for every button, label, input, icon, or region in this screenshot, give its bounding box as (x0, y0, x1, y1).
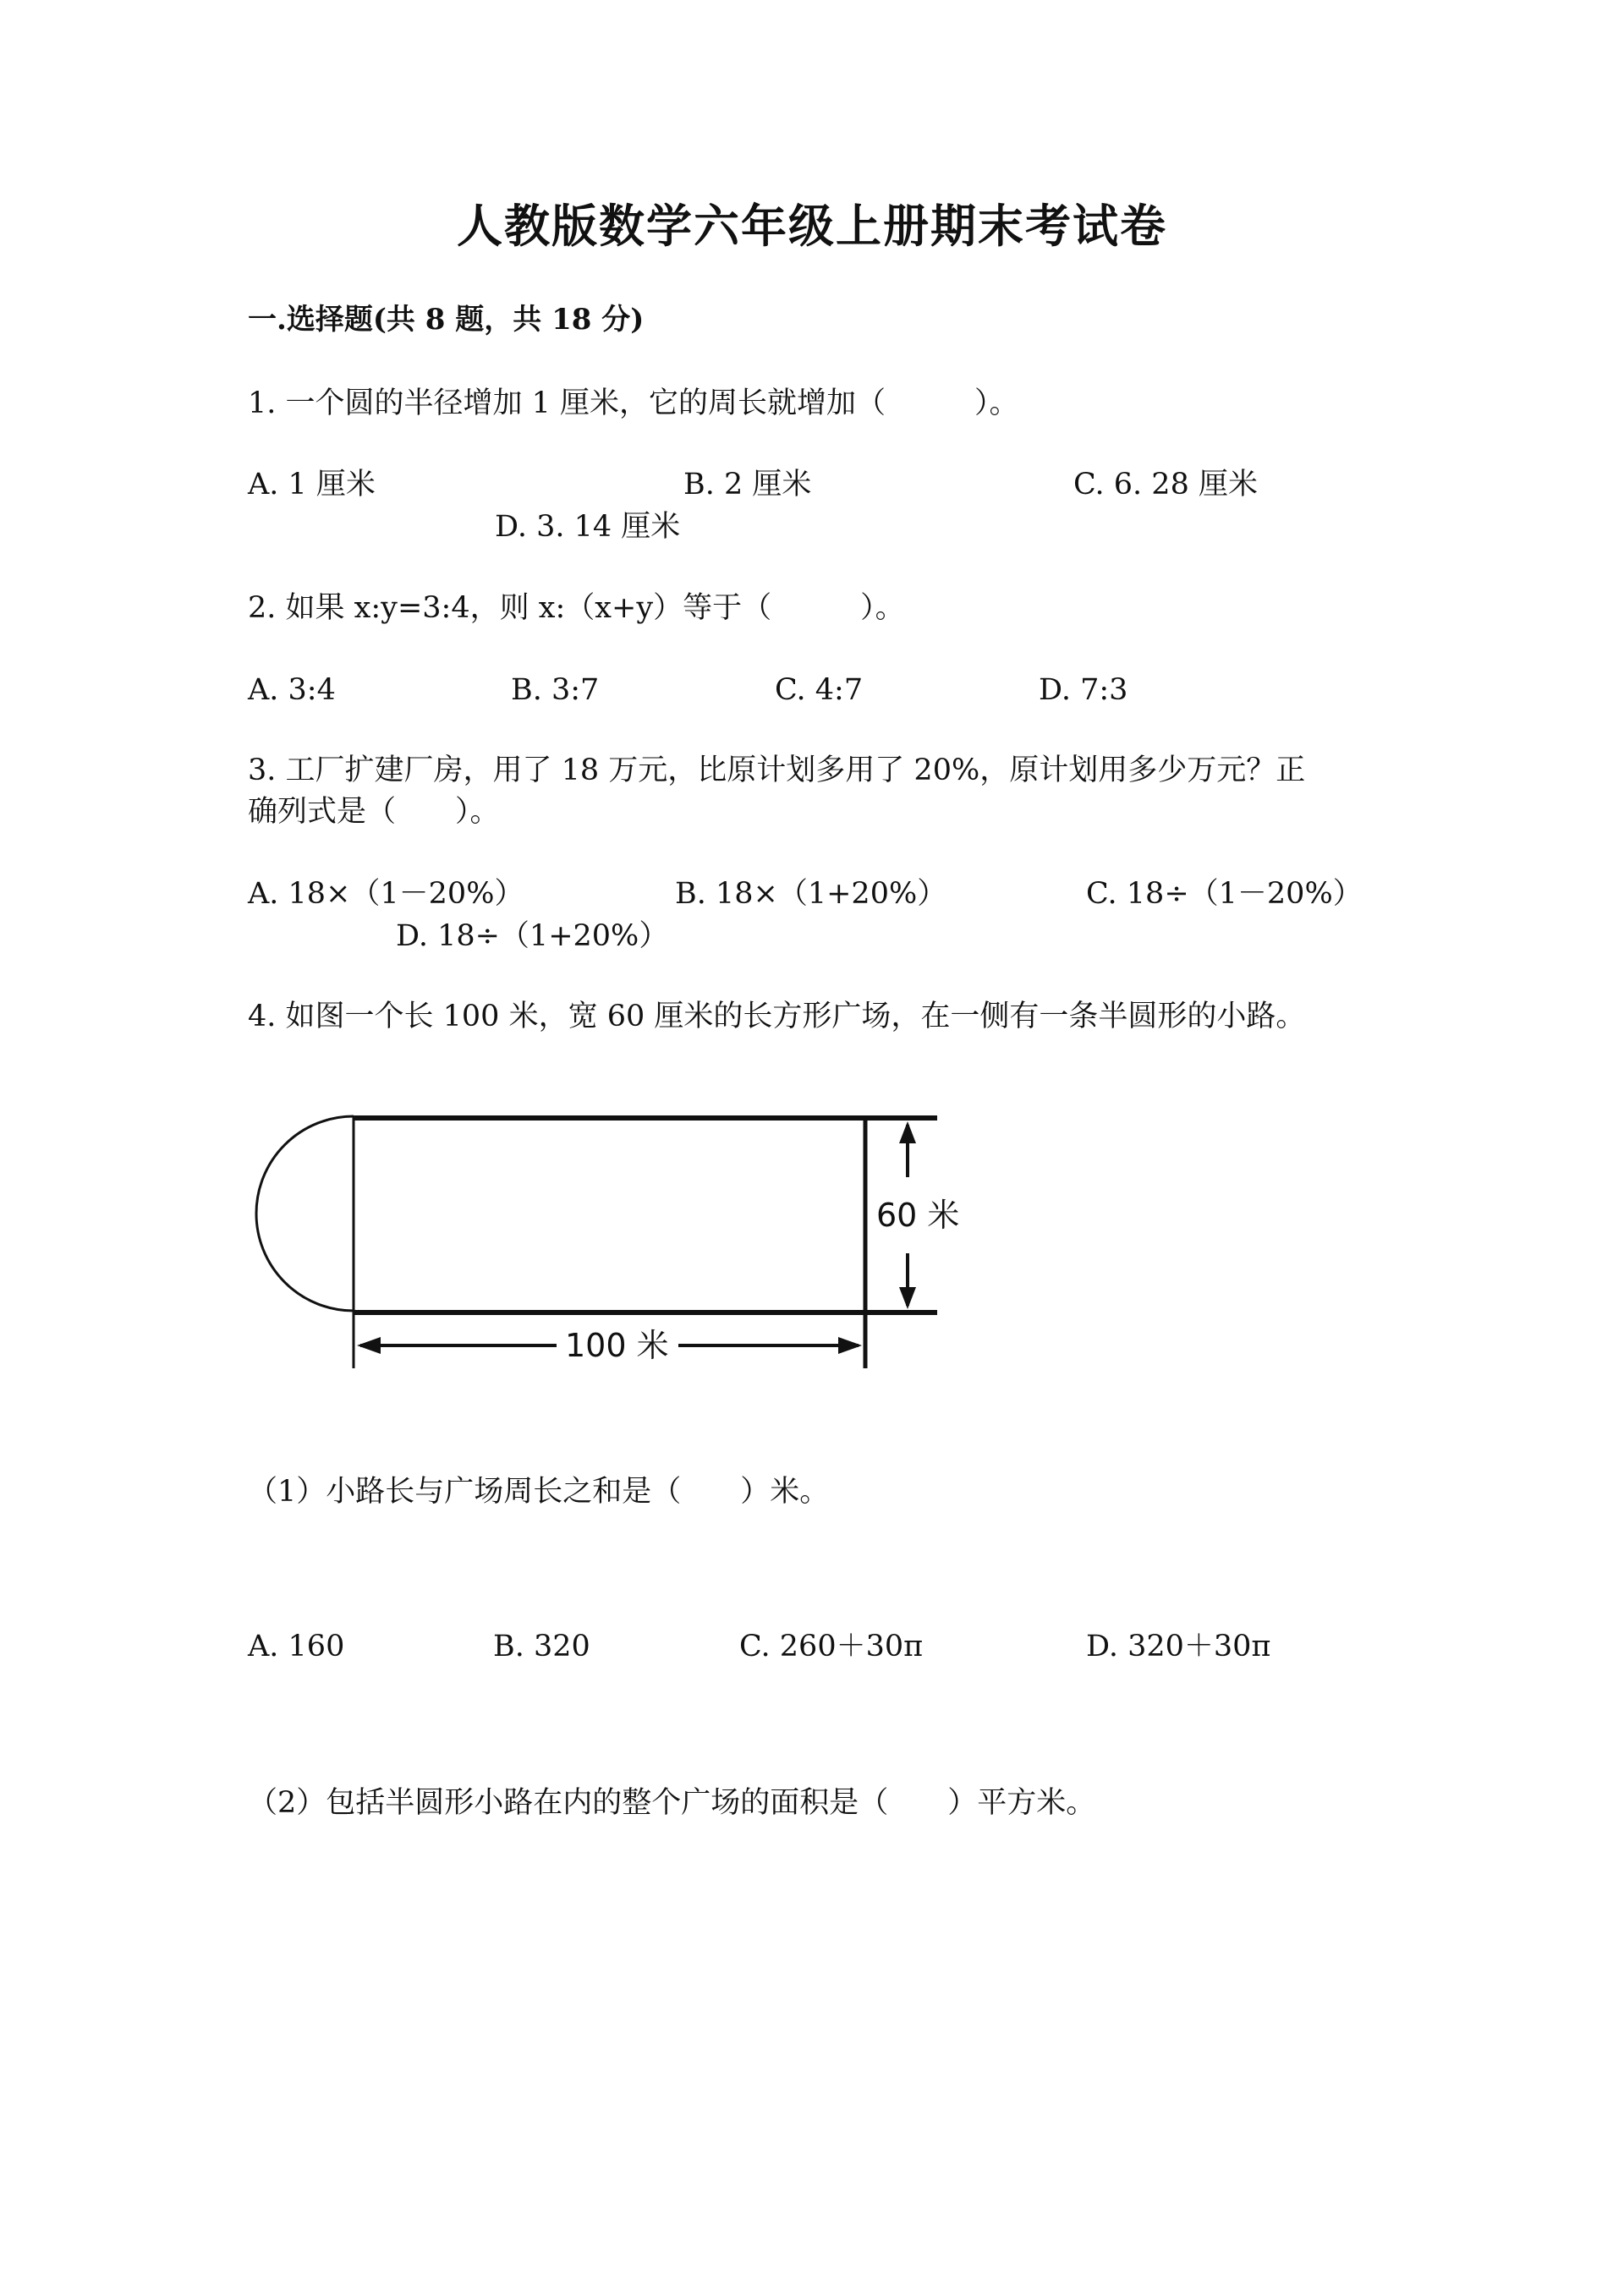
width-arrow-up-head (899, 1121, 916, 1143)
width-label: 60 米 (876, 1197, 960, 1234)
length-arrow-right-head (838, 1337, 862, 1354)
semicircle-path (256, 1116, 354, 1311)
question-2-option-b[interactable]: B. 3:7 (511, 673, 600, 707)
rectangle-square-figure (254, 1099, 981, 1387)
question-4-text: 4. 如图一个长 100 米，宽 60 厘米的长方形广场，在一侧有一条半圆形的小路。 (248, 1000, 1306, 1033)
question-3-option-a[interactable]: A. 18×（1－20%） (248, 877, 524, 911)
question-2-option-c[interactable]: C. 4:7 (775, 673, 864, 707)
length-label: 100 米 (565, 1327, 669, 1364)
question-1-text: 1. 一个圆的半径增加 1 厘米，它的周长就增加（ ）。 (248, 386, 1019, 420)
question-1-option-a[interactable]: A. 1 厘米 (248, 468, 376, 501)
width-arrow-down-head (899, 1287, 916, 1309)
question-3-text-line-1: 3. 工厂扩建厂房，用了 18 万元，比原计划多用了 20%，原计划用多少万元？正 (248, 753, 1306, 787)
question-4-sub-1-option-c[interactable]: C. 260＋30π (739, 1630, 924, 1663)
question-4-sub-1-option-b[interactable]: B. 320 (493, 1630, 590, 1663)
question-2-option-d[interactable]: D. 7:3 (1039, 673, 1128, 707)
question-2-option-a[interactable]: A. 3:4 (248, 673, 336, 707)
question-3-option-b[interactable]: B. 18×（1+20%） (675, 877, 947, 911)
page-title: 人教版数学六年级上册期末考试卷 (457, 199, 1167, 253)
question-3-option-d[interactable]: D. 18÷（1+20%） (396, 919, 669, 953)
question-4-sub-1-option-a[interactable]: A. 160 (248, 1630, 345, 1663)
question-2-text: 2. 如果 x:y=3:4，则 x:（x+y）等于（ ）。 (248, 591, 905, 625)
question-1-option-b[interactable]: B. 2 厘米 (683, 468, 812, 501)
question-4-sub-2-text: （2）包括半圆形小路在内的整个广场的面积是（ ）平方米。 (248, 1786, 1096, 1820)
question-1-option-d[interactable]: D. 3. 14 厘米 (495, 510, 681, 544)
question-3-text-line-2: 确列式是（ ）。 (248, 795, 500, 829)
length-arrow-left-head (357, 1337, 381, 1354)
question-3-option-c[interactable]: C. 18÷（1－20%） (1086, 877, 1363, 911)
question-1-option-c[interactable]: C. 6. 28 厘米 (1073, 468, 1258, 501)
section-heading: 一.选择题(共 8 题，共 18 分) (248, 303, 645, 337)
question-4-sub-1-text: （1）小路长与广场周长之和是（ ）米。 (248, 1475, 830, 1509)
question-4-sub-1-option-d[interactable]: D. 320＋30π (1086, 1630, 1271, 1663)
